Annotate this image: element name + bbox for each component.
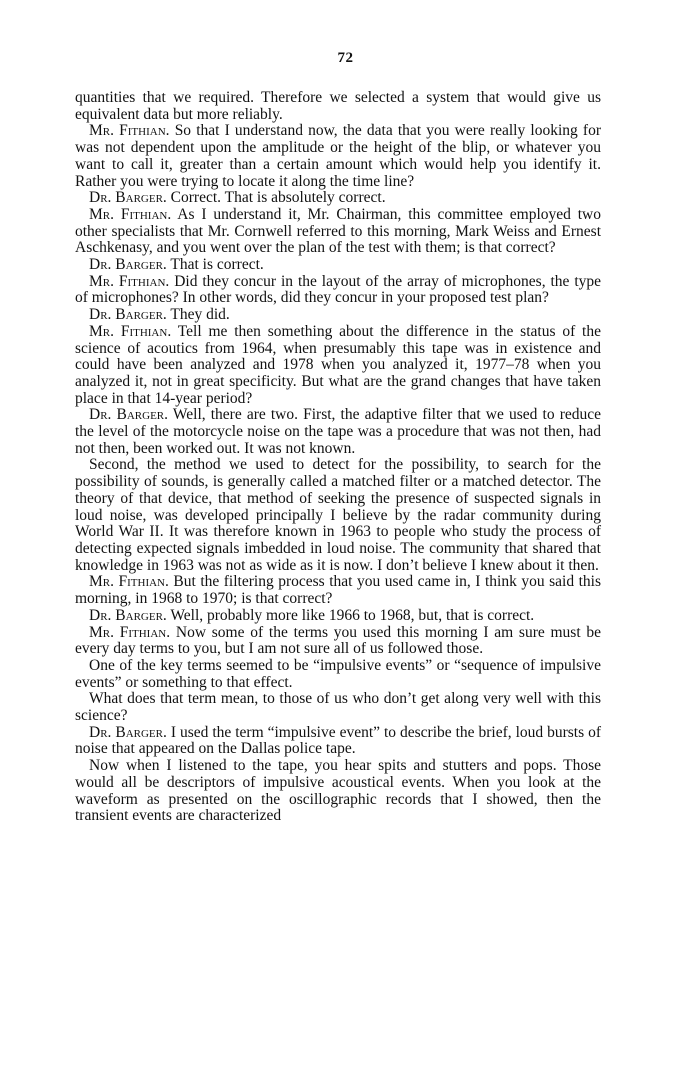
paragraph-text: I used the term “impulsive event” to describe the brief, loud bursts of noise that appeared on the Dallas police tape. [75,723,602,758]
paragraph-text: Well, probably more like 1966 to 1968, but, that is correct. [170,606,535,624]
paragraph-text: They did. [170,306,230,324]
paragraph-text: Did they concur in the layout of the array of microphones, the type of microphones? In other words, did they concur in your proposed test plan? [75,272,602,307]
paragraph-text: What does that term mean, to those of us who don’t get along very well with this science? [75,690,601,725]
speaker-name: Dr. Barger. [89,189,167,207]
paragraph [75,324,601,408]
paragraph [75,257,601,274]
speaker-name: Mr. Fithian. [89,322,172,340]
paragraph [75,90,601,123]
speaker-name: Dr. Barger. [89,406,169,424]
paragraph-text: But the filtering process that you used came in, I think you said this morning, in 1968 to 1970; is that correct? [75,573,601,608]
paragraph-text: Correct. That is absolutely correct. [170,189,386,207]
paragraph [75,123,601,190]
speaker-name: Mr. Fithian. [89,205,172,223]
paragraph-text: quantities that we required. Therefore we selected a system that would give us equivalent data but more reliably. [75,89,601,123]
paragraph-text: As I understand it, Mr. Chairman, this committee employed two other specialists that Mr. Cornwell referred to this morning, Mark Weiss and Ernest Aschkenasy, and you went over the plan of the test with them; is that correct? [75,205,601,257]
paragraph [75,658,601,691]
speaker-name: Mr. Fithian. [89,573,169,591]
paragraph [75,457,601,574]
speaker-name: Dr. Barger. [89,606,167,624]
speaker-name: Mr. Fithian. [89,623,171,641]
paragraph-text: Now when I listened to the tape, you hear spits and stutters and pops. Those would all be descriptors of impulsive acoustical events. When you look at the waveform as presented on the oscillographic records that I showed, then the transient events are characterized [75,757,601,825]
speaker-name: Dr. Barger. [89,723,167,741]
paragraph [75,190,601,207]
paragraph [75,608,601,625]
paragraph-text: One of the key terms seemed to be “impulsive events” or “sequence of impulsive events” or something to that effect. [75,656,601,691]
paragraph-text: Tell me then something about the difference in the status of the science of acoutics from 1964, when presumably this tape was in existence and could have been analyzed and 1978 when you analyzed it, 1977–78 when you analyzed it, not in great specificity. But what are the grand changes that have taken place in that 14-year period? [75,322,601,407]
paragraph [75,725,601,758]
paragraph [75,691,601,724]
paragraph [75,625,601,658]
speaker-name: Dr. Barger. [89,256,167,274]
speaker-name: Dr. Barger. [89,306,167,324]
paragraph-text: Second, the method we used to detect for the possibility, to search for the possibility of sounds, is generally called a matched filter or a matched detector. The theory of that device, that method of seeking the presence of suspected signals in loud noise, was developed principally I believe by the radar community during World War II. It was therefore known in 1963 to people who study the process of detecting expected signals imbedded in loud noise. The community that shared that knowledge in 1963 was not as wide as it is now. I don’t believe I knew about it then. [75,456,601,574]
speaker-name: Mr. Fithian. [89,122,170,140]
paragraph [75,307,601,324]
transcript-body [75,90,601,825]
paragraph-text: So that I understand now, the data that you were really looking for was not dependent upon the amplitude or the height of the blip, or whatever you want to call it, greater than a certain amount which would help you identify it. Rather you were trying to locate it along the time line? [75,122,601,190]
paragraph-text: Now some of the terms you used this morning I am sure must be every day terms to you, but I am not sure all of us followed those. [75,623,601,658]
paragraph-text: Well, there are two. First, the adaptive filter that we used to reduce the level of the motorcycle noise on the tape was a procedure that was not then, had not then, been worked out. It was not known. [75,406,601,457]
paragraph [75,207,601,257]
speaker-name: Mr. Fithian. [89,272,170,290]
paragraph [75,407,601,457]
page-number: 72 [337,50,354,66]
paragraph [75,758,601,825]
paragraph [75,274,601,307]
paragraph-text: That is correct. [170,256,264,274]
paragraph [75,574,601,607]
